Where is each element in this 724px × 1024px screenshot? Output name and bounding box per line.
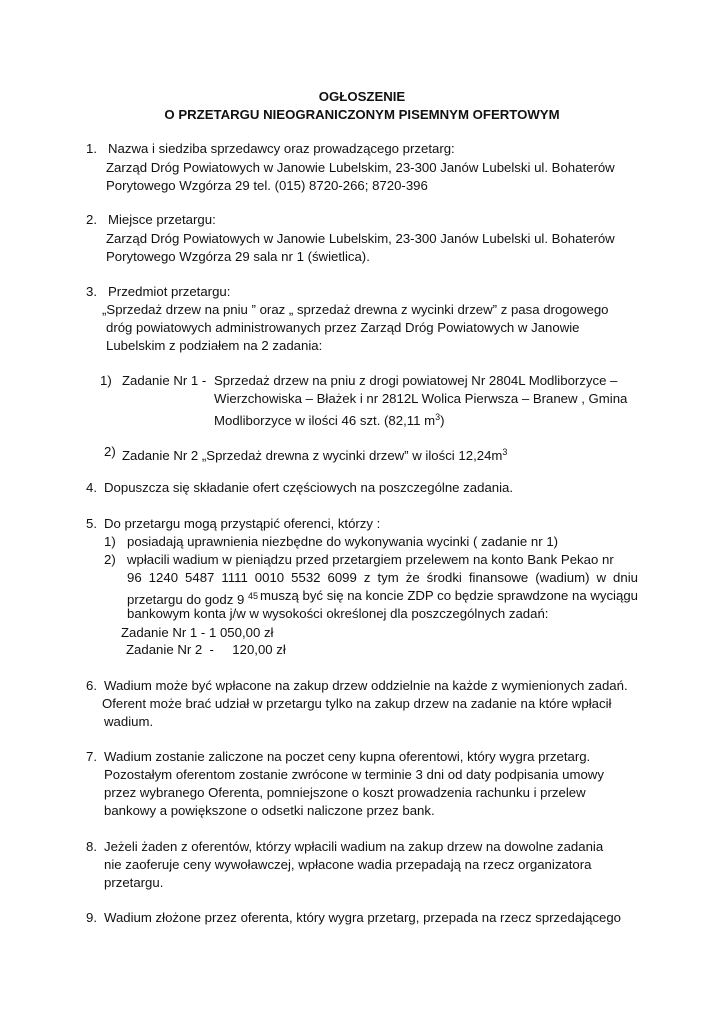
- section-number: 8.: [86, 839, 97, 854]
- task-line: [122, 443, 507, 465]
- point-text: przetargu do godz 9: [127, 592, 245, 607]
- task-text: Modliborzyce w ilości 46 szt. (82,11 m: [214, 413, 436, 428]
- task-number: 2): [104, 444, 116, 459]
- section-number: 9.: [86, 910, 97, 925]
- section-number: 4.: [86, 480, 97, 495]
- section-line: przetargu.: [104, 875, 164, 890]
- section-line: Wadium może być wpłacone na zakup drzew oddzielnie na każde z wymienionych zadań.: [104, 678, 628, 693]
- section-line: „Sprzedaż drzew na pniu ” oraz „ sprzedaż drewna z wycinki drzew” z pasa drogowego: [102, 302, 609, 317]
- task-label: Zadanie Nr 1 -: [122, 373, 207, 388]
- section-heading: Miejsce przetargu:: [108, 212, 216, 227]
- section-line: Zarząd Dróg Powiatowych w Janowie Lubelskim, 23-300 Janów Lubelski ul. Bohaterów: [106, 231, 615, 246]
- task-line: Sprzedaż drzew na pniu z drogi powiatowej Nr 2804L Modliborzyce –: [214, 373, 618, 388]
- section-line: Wadium złożone przez oferenta, który wygra przetarg, przepada na rzecz sprzedającego: [104, 910, 622, 925]
- superscript: 3: [502, 447, 508, 457]
- point-line: wpłacili wadium w pieniądzu przed przetargiem przelewem na konto Bank Pekao nr: [127, 552, 614, 567]
- section-line: Wadium zostanie zaliczone na poczet ceny kupna oferentowi, który wygra przetarg.: [104, 749, 591, 764]
- section-number: 7.: [86, 749, 97, 764]
- document-title: OGŁOSZENIE: [318, 89, 406, 104]
- section-number: 2.: [86, 212, 97, 227]
- superscript: 45: [247, 591, 258, 601]
- point-number: 2): [104, 552, 116, 567]
- section-number: 1.: [86, 141, 97, 156]
- document-subtitle: O PRZETARGU NIEOGRANICZONYM PISEMNYM OFERTOWYM: [164, 107, 560, 122]
- section-heading: Przedmiot przetargu:: [108, 284, 231, 299]
- amount-line: Zadanie Nr 1 - 1 050,00 zł: [121, 625, 274, 640]
- point-line: 96 1240 5487 1111 0010 5532 6099 z tym że środki finansowe (wadium) w dniu: [127, 570, 638, 585]
- point-line: bankowym konta j/w w wysokości określonej dla poszczególnych zadań:: [127, 606, 549, 621]
- section-line: bankowy a powiększone o odsetki naliczone przez bank.: [104, 803, 435, 818]
- point-text: muszą być się na koncie ZDP co będzie sprawdzone na wyciągu: [260, 588, 638, 603]
- section-line: przez wybranego Oferenta, pomniejszone o koszt prowadzenia rachunku i przelew: [104, 785, 586, 800]
- section-line: Oferent może brać udział w przetargu tylko na zakup drzew na zadanie na które wpłacił: [102, 696, 612, 711]
- section-line: dróg powiatowych administrowanych przez Zarząd Dróg Powiatowych w Janowie: [106, 320, 580, 335]
- section-heading: Nazwa i siedziba sprzedawcy oraz prowadzącego przetarg:: [108, 141, 455, 156]
- section-line: wadium.: [104, 714, 154, 729]
- task-line: [214, 408, 445, 430]
- section-line: Dopuszcza się składanie ofert częściowych na poszczególne zadania.: [104, 480, 514, 495]
- section-line: Porytowego Wzgórza 29 sala nr 1 (świetlica).: [106, 249, 370, 264]
- task-line: Wierzchowiska – Błażek i nr 2812L Wolica Pierwsza – Branew , Gmina: [214, 391, 628, 406]
- point-line: posiadają uprawnienia niezbędne do wykonywania wycinki ( zadanie nr 1): [127, 534, 559, 549]
- section-line: Lubelskim z podziałem na 2 zadania:: [106, 338, 323, 353]
- section-line: Zarząd Dróg Powiatowych w Janowie Lubelskim, 23-300 Janów Lubelski ul. Bohaterów: [106, 160, 615, 175]
- section-line: Porytowego Wzgórza 29 tel. (015) 8720-266; 8720-396: [106, 178, 428, 193]
- task-text: Zadanie Nr 2 „Sprzedaż drewna z wycinki drzew” w ilości 12,24m: [122, 448, 503, 463]
- section-line: Jeżeli żaden z oferentów, którzy wpłacili wadium na zakup drzew na dowolne zadania: [104, 839, 604, 854]
- section-heading: Do przetargu mogą przystąpić oferenci, którzy :: [104, 516, 381, 531]
- point-number: 1): [104, 534, 116, 549]
- task-text: ): [440, 413, 445, 428]
- section-number: 3.: [86, 284, 97, 299]
- section-line: Pozostałym oferentom zostanie zwrócone w terminie 3 dni od daty podpisania umowy: [104, 767, 604, 782]
- task-number: 1): [100, 373, 112, 388]
- section-line: nie zaoferuje ceny wywoławczej, wpłacone wadia przepadają na rzecz organizatora: [104, 857, 592, 872]
- section-number: 6.: [86, 678, 97, 693]
- superscript: 3: [435, 412, 441, 422]
- section-number: 5.: [86, 516, 97, 531]
- amount-line: Zadanie Nr 2 - 120,00 zł: [126, 642, 286, 657]
